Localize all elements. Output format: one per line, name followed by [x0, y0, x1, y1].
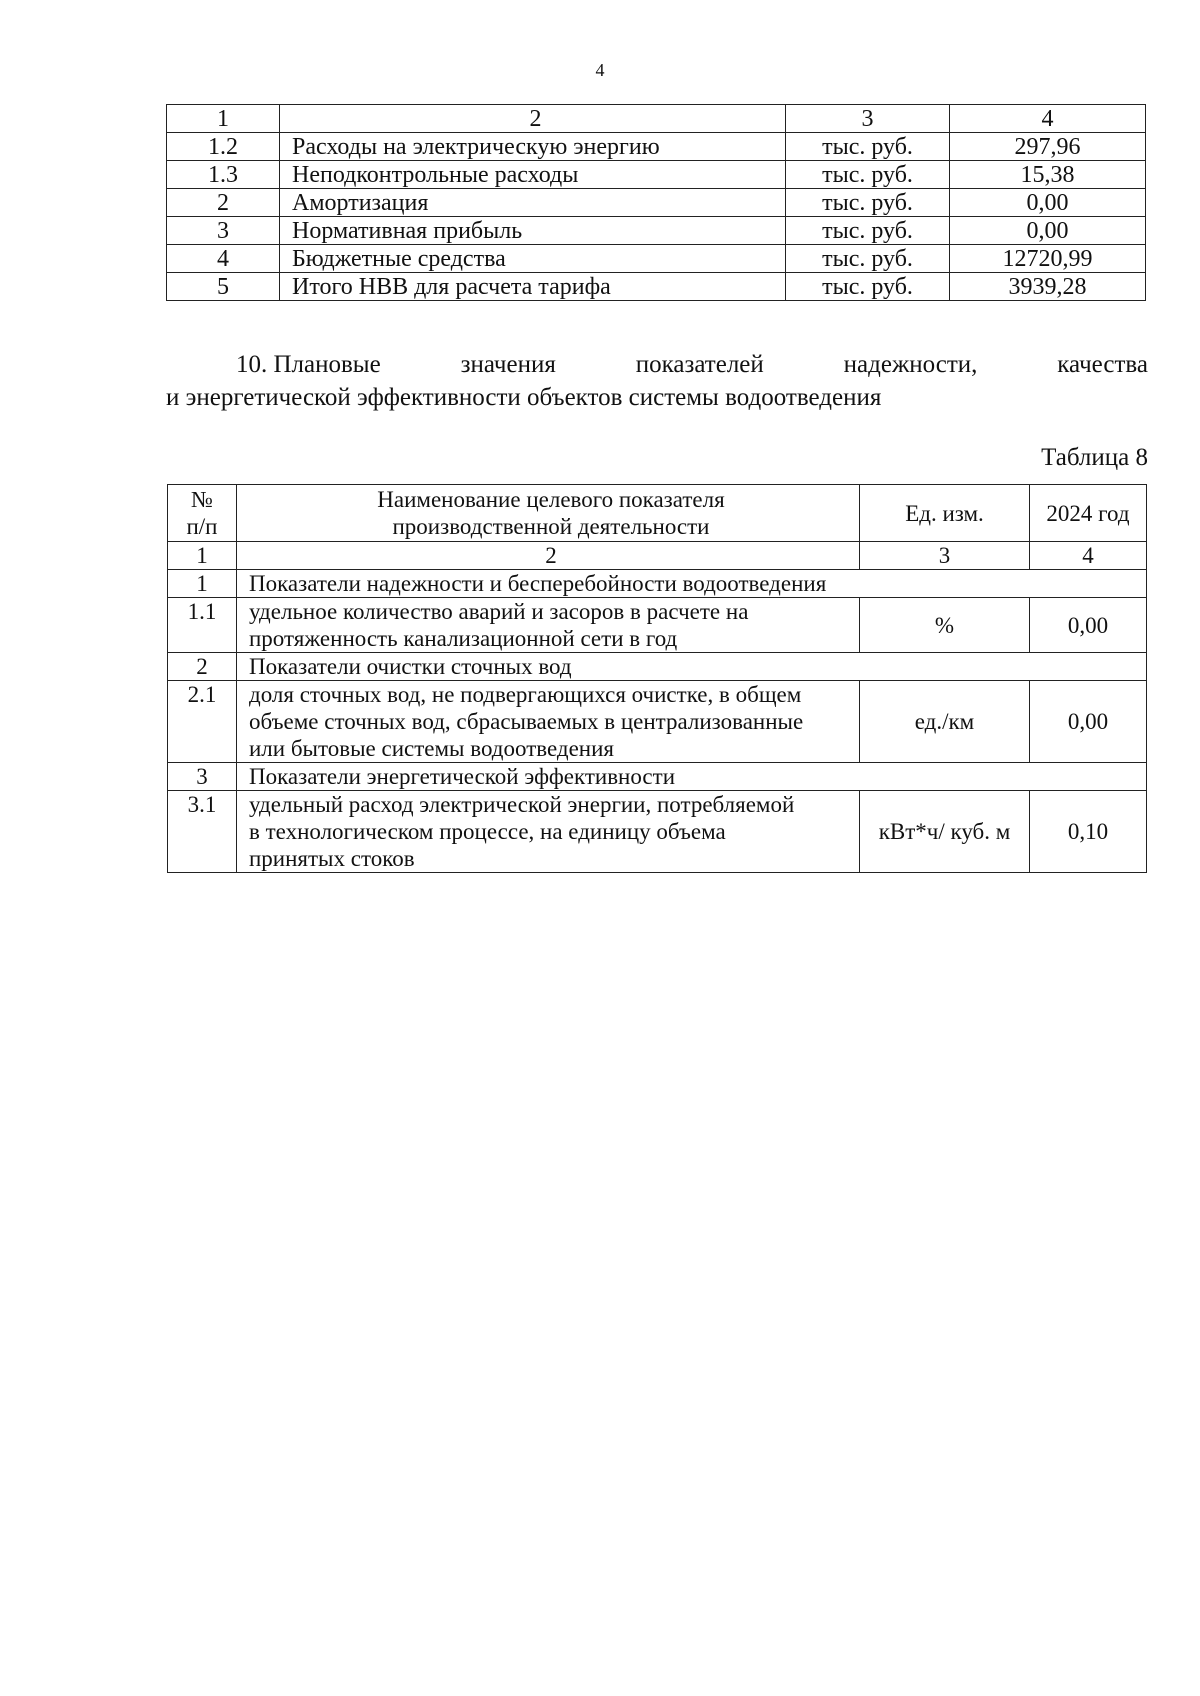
row-name	[237, 681, 860, 763]
table-header-row	[168, 485, 1147, 542]
table-header-row	[167, 105, 1146, 133]
row-unit: кВт*ч/ куб. м	[860, 791, 1030, 873]
row-value: 0,10	[1030, 791, 1147, 873]
row-unit: тыс. руб.	[786, 161, 950, 189]
heading-word: надежности,	[843, 351, 978, 378]
header-cell: 3	[786, 105, 950, 133]
header-unit-cell: Ед. изм.	[860, 485, 1030, 542]
row-value: 0,00	[1030, 598, 1147, 653]
row-value: 0,00	[1030, 681, 1147, 763]
row-unit: ед./км	[860, 681, 1030, 763]
row-name-line: удельное количество аварий и засоров в расчете на	[249, 599, 749, 624]
expenses-table	[166, 104, 1146, 301]
row-value: 3939,28	[950, 273, 1146, 301]
row-number: 3.1	[168, 791, 237, 873]
row-name-line: принятых стоков	[249, 846, 415, 871]
row-value: 297,96	[950, 133, 1146, 161]
section-number: 1	[168, 570, 237, 598]
heading-word: качества	[1057, 351, 1148, 378]
row-name	[237, 791, 860, 873]
row-number: 1.3	[167, 161, 280, 189]
row-number: 1.1	[168, 598, 237, 653]
section-heading	[166, 348, 1148, 414]
row-number: 2	[167, 189, 280, 217]
header-year-cell: 2024 год	[1030, 485, 1147, 542]
row-value: 0,00	[950, 217, 1146, 245]
column-number: 3	[860, 542, 1030, 570]
row-number: 4	[167, 245, 280, 273]
row-unit: тыс. руб.	[786, 189, 950, 217]
row-name: Итого НВВ для расчета тарифа	[280, 273, 786, 301]
row-unit: тыс. руб.	[786, 133, 950, 161]
section-heading-line-2: и энергетической эффективности объектов системы водоотведения	[166, 384, 882, 411]
row-name: Расходы на электрическую энергию	[280, 133, 786, 161]
table-row	[167, 273, 1146, 301]
row-value: 12720,99	[950, 245, 1146, 273]
table-row	[167, 189, 1146, 217]
row-value: 15,38	[950, 161, 1146, 189]
table-row	[167, 245, 1146, 273]
heading-word: значения	[460, 351, 556, 378]
header-num-cell	[168, 485, 237, 542]
table-row	[168, 681, 1147, 763]
heading-word: 10. Плановые	[236, 351, 381, 378]
column-number: 2	[237, 542, 860, 570]
section-number: 2	[168, 653, 237, 681]
row-name: Неподконтрольные расходы	[280, 161, 786, 189]
table-row	[167, 133, 1146, 161]
row-name-line: или бытовые системы водоотведения	[249, 736, 614, 761]
row-number: 2.1	[168, 681, 237, 763]
header-num-label: п/п	[186, 514, 218, 539]
header-cell: 2	[280, 105, 786, 133]
row-name: Бюджетные средства	[280, 245, 786, 273]
section-title: Показатели энергетической эффективности	[237, 763, 1147, 791]
row-name-line: в технологическом процессе, на единицу объема	[249, 819, 726, 844]
section-row	[168, 653, 1147, 681]
row-name-line: протяженность канализационной сети в год	[249, 626, 678, 651]
section-number: 3	[168, 763, 237, 791]
row-value: 0,00	[950, 189, 1146, 217]
row-name: Нормативная прибыль	[280, 217, 786, 245]
header-name-cell	[237, 485, 860, 542]
table-row	[168, 791, 1147, 873]
table-caption: Таблица 8	[1041, 444, 1148, 471]
table-row	[167, 217, 1146, 245]
row-name	[237, 598, 860, 653]
column-number: 4	[1030, 542, 1147, 570]
table-row	[168, 598, 1147, 653]
row-name: Амортизация	[280, 189, 786, 217]
header-name-line-2: производственной деятельности	[392, 514, 710, 539]
indicators-table	[167, 484, 1147, 873]
table-row	[167, 161, 1146, 189]
header-name-line-1: Наименование целевого показателя	[377, 487, 725, 512]
row-unit: тыс. руб.	[786, 217, 950, 245]
column-number: 1	[168, 542, 237, 570]
section-row	[168, 570, 1147, 598]
row-number: 3	[167, 217, 280, 245]
row-number: 5	[167, 273, 280, 301]
column-number-row	[168, 542, 1147, 570]
header-num-symbol: №	[191, 487, 213, 512]
row-unit: %	[860, 598, 1030, 653]
row-unit: тыс. руб.	[786, 245, 950, 273]
row-name-line: объеме сточных вод, сбрасываемых в централизованные	[249, 709, 804, 734]
section-title: Показатели надежности и бесперебойности водоотведения	[237, 570, 1147, 598]
row-unit: тыс. руб.	[786, 273, 950, 301]
header-cell: 1	[167, 105, 280, 133]
heading-word: показателей	[635, 351, 764, 378]
row-name-line: доля сточных вод, не подвергающихся очистке, в общем	[249, 682, 802, 707]
section-title: Показатели очистки сточных вод	[237, 653, 1147, 681]
row-name-line: удельный расход электрической энергии, потребляемой	[249, 792, 795, 817]
section-heading-line-1	[166, 348, 1148, 381]
page-number: 4	[595, 60, 605, 80]
header-cell: 4	[950, 105, 1146, 133]
section-row	[168, 763, 1147, 791]
row-number: 1.2	[167, 133, 280, 161]
